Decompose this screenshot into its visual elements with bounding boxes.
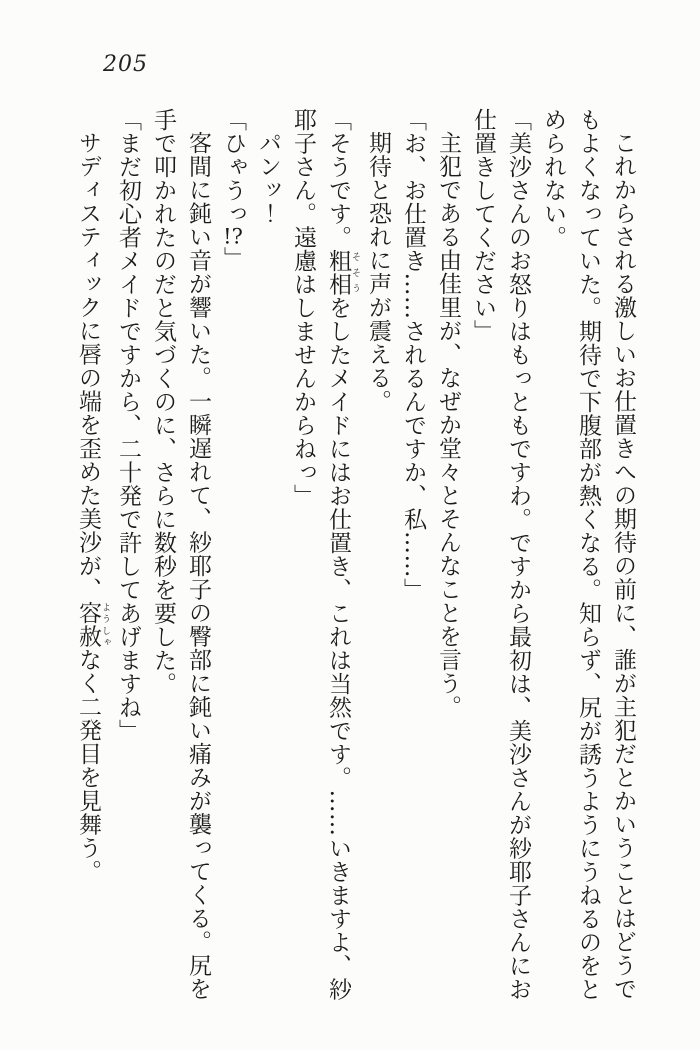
text-line: 「まだ初心者メイドですから、二十発で許してあげますね」 (115, 108, 141, 743)
text-line: 主犯である由佳里が、なぜか堂々とそんなことを言う。 (435, 131, 461, 719)
text-line: これからされる激しいお仕置きへの期待の前に、誰が主犯だとかいうことはどうで (610, 131, 636, 1001)
text-line: 耶子さん。遠慮はしませんからねっ」 (290, 108, 316, 508)
tate-chu-yoko: !? (223, 225, 243, 247)
text-line: サディスティックに唇の端を歪めた美沙が、容赦 ようしゃなく二発目を見舞う。 (75, 131, 110, 883)
text-line: められない。 (540, 108, 566, 249)
text-line: 「そうです。粗相 そそうをしたメイドにはお仕置き、これは当然です。……いきますよ、紗 (325, 108, 360, 1001)
page-number: 205 (103, 52, 148, 77)
text-line: 仕置きしてください」 (470, 108, 496, 343)
text-line: もよくなっていた。期待で下腹部が熱くなる。知らず、尻が誘うようにうねるのをと (575, 108, 601, 1001)
text-line: 期待と恐れに声が震える。 (365, 131, 391, 413)
text-line: 「美沙さんのお怒りはもっともですわ。ですから最初は、美沙さんが紗耶子さんにお (505, 108, 531, 1001)
text-line: パンッ！ (255, 131, 281, 225)
text-line: 「お、お仕置き……されるんですか、私……」 (400, 108, 426, 602)
text-line: 「ひゃうっ!?」 (220, 108, 246, 270)
text-line: 手で叩かれたのだと気づくのに、さらに数秒を要した。 (150, 108, 176, 696)
vertical-text-block (70, 108, 640, 1010)
text-line: 客間に鈍い音が響いた。一瞬遅れて、紗耶子の臀部に鈍い痛みが襲ってくる。尻を (185, 131, 211, 1001)
